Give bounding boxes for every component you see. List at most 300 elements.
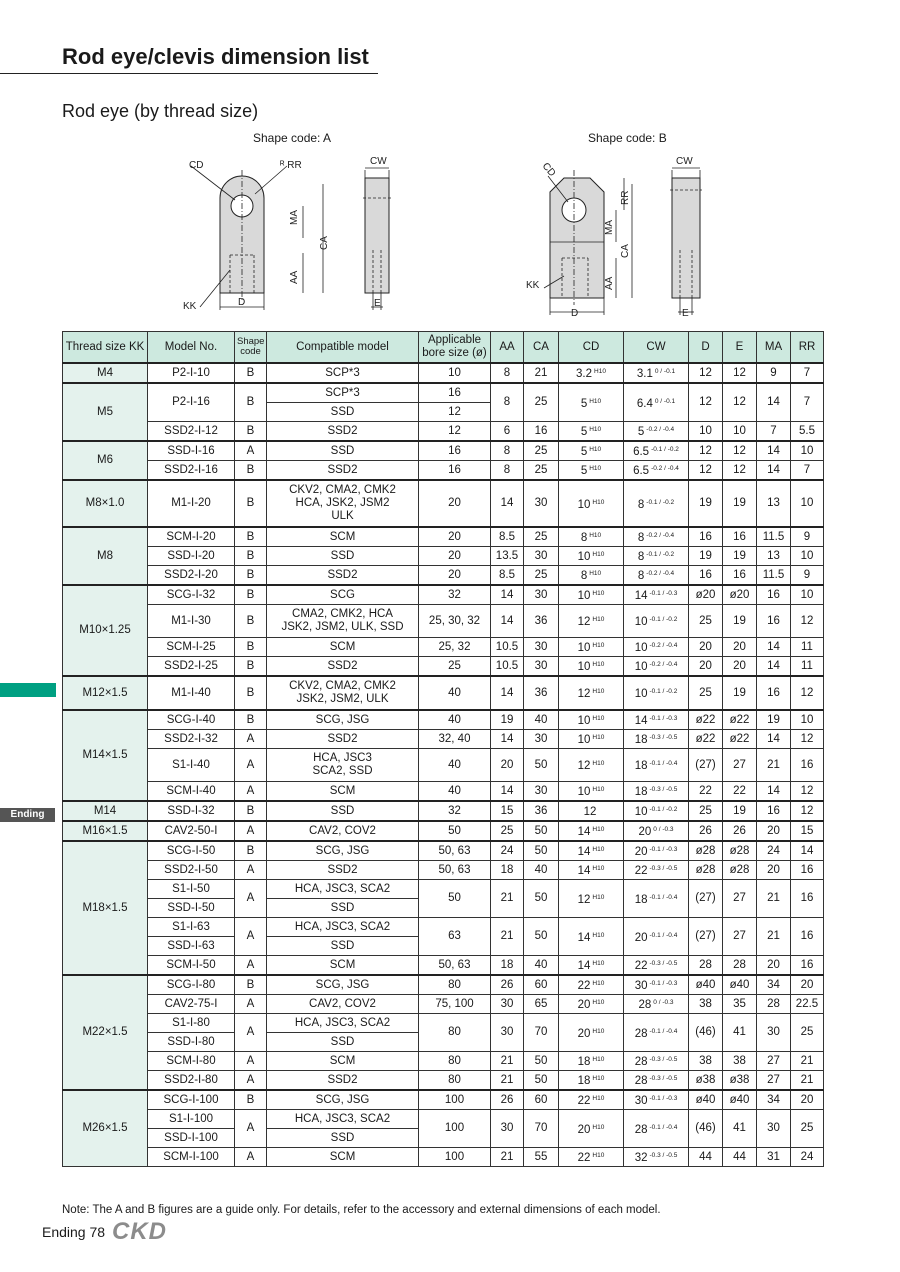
ma-cell: 20 [757, 821, 791, 841]
cw-cell [624, 918, 689, 956]
rr-cell: 16 [791, 956, 824, 976]
ma-cell: 16 [757, 605, 791, 638]
cd-cell [559, 383, 624, 422]
cd-cell-tolerance: H10 [589, 397, 602, 405]
cw-cell-value: 18 [634, 786, 648, 798]
cd-cell-tolerance: H10 [592, 498, 605, 506]
cd-cell-tolerance: H10 [594, 368, 606, 375]
table-row [63, 1014, 824, 1033]
shape-cell: B [235, 422, 267, 442]
cw-cell-value: 32 [634, 1152, 648, 1164]
compat-cell: SSD2 [267, 861, 419, 880]
cw-cell-value: 8 [637, 498, 645, 511]
aa-cell: 8 [491, 461, 524, 481]
shape-cell: B [235, 566, 267, 586]
cw-cell-tolerance: 0 / -0.1 [654, 368, 676, 375]
model-cell: P2-I-16 [148, 383, 235, 422]
aa-cell: 8 [491, 441, 524, 461]
cd-cell-tolerance: H10 [592, 826, 605, 833]
d-cell: 28 [689, 956, 723, 976]
d-cell: 26 [689, 821, 723, 841]
cw-cell-value: 5 [637, 426, 645, 438]
cw-cell [624, 363, 689, 383]
cw-cell-tolerance: -0.3 / -0.5 [649, 865, 678, 872]
d-cell: 12 [689, 383, 723, 422]
cd-cell-tolerance: H10 [589, 465, 602, 472]
aa-cell: 21 [491, 1071, 524, 1091]
cd-cell-value: 3.2 [576, 368, 593, 380]
compat-cell: SCM [267, 638, 419, 657]
table-row [63, 363, 824, 383]
cw-cell-tolerance: -0.1 / -0.2 [649, 806, 678, 813]
model-cell: CAV2-75-I [148, 995, 235, 1014]
aa-cell: 14 [491, 605, 524, 638]
header-ca: CA [524, 332, 559, 364]
aa-cell: 8 [491, 383, 524, 422]
fig-b-cd-label: CD [539, 160, 558, 180]
cw-cell-value: 20 [634, 931, 648, 944]
model-cell: SCM-I-100 [148, 1148, 235, 1167]
cd-cell-value: 14 [577, 931, 591, 944]
e-cell: ø22 [723, 730, 757, 749]
aa-cell: 21 [491, 918, 524, 956]
bore-cell: 50, 63 [419, 861, 491, 880]
aa-cell: 6 [491, 422, 524, 442]
shape-cell: B [235, 801, 267, 821]
rr-cell: 16 [791, 880, 824, 918]
ma-cell: 14 [757, 461, 791, 481]
bore-cell: 25 [419, 657, 491, 677]
shape-cell: B [235, 975, 267, 995]
compat-cell: SCG, JSG [267, 975, 419, 995]
compat-cell: SSD [267, 441, 419, 461]
cd-cell-tolerance: H10 [589, 570, 602, 577]
bore-cell: 50 [419, 821, 491, 841]
side-tab-marker [0, 683, 56, 697]
rr-cell: 15 [791, 821, 824, 841]
ca-cell: 36 [524, 801, 559, 821]
rr-cell: 10 [791, 547, 824, 566]
fig-a-rr-label: ᴿ RR [280, 160, 302, 171]
table-row [63, 821, 824, 841]
cw-cell-tolerance: -0.1 / -0.3 [649, 715, 678, 722]
cd-cell-value: 5 [580, 397, 588, 410]
cw-cell-value: 20 [638, 826, 652, 838]
ca-cell: 25 [524, 566, 559, 586]
d-cell: 22 [689, 782, 723, 802]
e-cell: 22 [723, 782, 757, 802]
cd-cell-tolerance: H10 [592, 661, 605, 668]
bore-cell: 32 [419, 801, 491, 821]
d-cell: ø28 [689, 841, 723, 861]
cd-cell-value: 22 [577, 1095, 591, 1107]
cd-cell-value: 14 [577, 846, 591, 858]
model-cell: M1-I-30 [148, 605, 235, 638]
e-cell: 19 [723, 605, 757, 638]
compat-cell: SSD2 [267, 566, 419, 586]
fig-b-rr-label: RR [620, 190, 631, 205]
ca-cell: 30 [524, 480, 559, 527]
ma-cell: 16 [757, 585, 791, 605]
model-cell: SCM-I-40 [148, 782, 235, 802]
model-cell: SCG-I-32 [148, 585, 235, 605]
e-cell: 41 [723, 1014, 757, 1052]
ma-cell: 30 [757, 1110, 791, 1148]
bore-cell: 12 [419, 422, 491, 442]
rr-cell: 9 [791, 527, 824, 547]
d-cell: (46) [689, 1014, 723, 1052]
e-cell: 38 [723, 1052, 757, 1071]
rr-cell: 10 [791, 710, 824, 730]
compat-cell: SCM [267, 782, 419, 802]
bore-cell: 80 [419, 1052, 491, 1071]
cw-cell [624, 676, 689, 710]
cw-cell-tolerance: -0.3 / -0.5 [649, 786, 678, 793]
ca-cell: 55 [524, 1148, 559, 1167]
bore-cell: 16 [419, 461, 491, 481]
thread-size-cell: M12×1.5 [63, 676, 148, 710]
ca-cell: 60 [524, 975, 559, 995]
aa-cell: 20 [491, 749, 524, 782]
model-cell: SSD-I-32 [148, 801, 235, 821]
bore-cell: 32 [419, 585, 491, 605]
table-body [63, 363, 824, 1167]
cw-cell-tolerance: -0.1 / -0.2 [646, 498, 675, 506]
compat-cell: SCP*3 [267, 383, 419, 403]
ca-cell: 30 [524, 638, 559, 657]
cd-cell [559, 730, 624, 749]
cw-cell-value: 8 [637, 570, 645, 582]
ca-cell: 40 [524, 956, 559, 976]
model-cell: SSD-I-80 [148, 1033, 235, 1052]
shape-cell: A [235, 861, 267, 880]
compat-cell: SSD2 [267, 422, 419, 442]
cw-cell-value: 28 [634, 1123, 648, 1136]
e-cell: 27 [723, 918, 757, 956]
cd-cell-value: 20 [577, 1123, 591, 1136]
table-row [63, 585, 824, 605]
cd-cell [559, 1090, 624, 1110]
compat-cell: SCG, JSG [267, 841, 419, 861]
ma-cell: 20 [757, 861, 791, 880]
e-cell: 35 [723, 995, 757, 1014]
bore-cell: 25, 30, 32 [419, 605, 491, 638]
fig-a-e-label: E [374, 298, 381, 309]
thread-size-cell: M18×1.5 [63, 841, 148, 975]
bore-cell: 20 [419, 547, 491, 566]
shape-cell: B [235, 638, 267, 657]
compat-cell: CAV2, COV2 [267, 821, 419, 841]
cw-cell-tolerance: -0.1 / -0.3 [649, 590, 678, 597]
compat-cell: HCA, JSC3, SCA2 [267, 880, 419, 899]
cd-cell-tolerance: H10 [592, 688, 605, 695]
cw-cell [624, 821, 689, 841]
aa-cell: 14 [491, 676, 524, 710]
table-row [63, 605, 824, 638]
thread-size-cell: M16×1.5 [63, 821, 148, 841]
bore-cell: 40 [419, 749, 491, 782]
table-row [63, 861, 824, 880]
cd-cell-value: 20 [577, 1027, 591, 1040]
cd-cell-tolerance: H10 [592, 893, 605, 901]
ca-cell: 50 [524, 749, 559, 782]
cw-cell-tolerance: 0 / -0.3 [653, 999, 674, 1006]
header-model: Model No. [148, 332, 235, 364]
cw-cell [624, 995, 689, 1014]
ma-cell: 13 [757, 480, 791, 527]
ma-cell: 24 [757, 841, 791, 861]
model-cell: SSD2-I-12 [148, 422, 235, 442]
e-cell: ø22 [723, 710, 757, 730]
cw-cell [624, 801, 689, 821]
page-number: Ending 78 [42, 1224, 106, 1240]
shape-cell: A [235, 995, 267, 1014]
cd-cell-tolerance: H10 [592, 590, 605, 597]
cd-cell-tolerance: H10 [592, 1056, 605, 1063]
cd-cell-tolerance: H10 [592, 786, 605, 793]
aa-cell: 14 [491, 730, 524, 749]
d-cell: 20 [689, 657, 723, 677]
d-cell: ø28 [689, 861, 723, 880]
d-cell: 20 [689, 638, 723, 657]
cd-cell-tolerance: H10 [592, 616, 605, 623]
cd-cell [559, 657, 624, 677]
ma-cell: 9 [757, 363, 791, 383]
aa-cell: 10.5 [491, 657, 524, 677]
e-cell: ø28 [723, 841, 757, 861]
compat-cell: SCG, JSG [267, 1090, 419, 1110]
cd-cell [559, 841, 624, 861]
shape-cell: A [235, 1052, 267, 1071]
compat-cell: SSD2 [267, 730, 419, 749]
cw-cell-tolerance: -0.1 / -0.2 [651, 446, 679, 453]
d-cell: ø22 [689, 710, 723, 730]
ma-cell: 13 [757, 547, 791, 566]
cw-cell [624, 527, 689, 547]
cd-cell-value: 5 [580, 426, 588, 438]
e-cell: ø20 [723, 585, 757, 605]
rr-cell: 7 [791, 461, 824, 481]
compat-cell: HCA, JSC3, SCA2 [267, 1110, 419, 1129]
cd-cell-value: 10 [577, 590, 591, 602]
d-cell: (27) [689, 749, 723, 782]
cd-cell-value: 14 [577, 865, 591, 877]
cd-cell-tolerance: H10 [592, 960, 605, 967]
table-row [63, 1148, 824, 1167]
shape-cell: A [235, 956, 267, 976]
cw-cell [624, 566, 689, 586]
cw-cell-value: 10 [634, 806, 648, 818]
ca-cell: 25 [524, 527, 559, 547]
table-row [63, 547, 824, 566]
shape-cell: B [235, 657, 267, 677]
ca-cell: 50 [524, 1052, 559, 1071]
fig-b-ma-label: MA [604, 220, 615, 235]
cd-cell [559, 1014, 624, 1052]
cw-cell [624, 383, 689, 422]
rr-cell: 7 [791, 363, 824, 383]
cd-cell-value: 8 [580, 570, 588, 582]
cd-cell-value: 22 [577, 1152, 591, 1164]
cw-cell-value: 10 [634, 616, 648, 628]
page-subtitle: Rod eye (by thread size) [62, 101, 259, 121]
table-row [63, 1110, 824, 1129]
model-cell: SCG-I-80 [148, 975, 235, 995]
cw-cell-tolerance: -0.1 / -0.4 [649, 893, 678, 901]
d-cell: 19 [689, 480, 723, 527]
aa-cell: 26 [491, 1090, 524, 1110]
thread-size-cell: M14×1.5 [63, 710, 148, 801]
cd-cell-tolerance: H10 [589, 446, 602, 453]
e-cell: 19 [723, 480, 757, 527]
ma-cell: 31 [757, 1148, 791, 1167]
cd-cell [559, 363, 624, 383]
model-cell: P2-I-10 [148, 363, 235, 383]
model-cell: SCM-I-25 [148, 638, 235, 657]
cd-cell [559, 441, 624, 461]
ca-cell: 25 [524, 441, 559, 461]
cd-cell-value: 8 [580, 532, 588, 544]
header-compat: Compatible model [267, 332, 419, 364]
cw-cell-tolerance: -0.3 / -0.5 [649, 1075, 678, 1082]
shape-cell: A [235, 782, 267, 802]
cw-cell-tolerance: -0.2 / -0.4 [646, 532, 675, 539]
aa-cell: 21 [491, 1148, 524, 1167]
rr-cell: 12 [791, 676, 824, 710]
ma-cell: 19 [757, 710, 791, 730]
d-cell: (27) [689, 918, 723, 956]
bore-cell: 40 [419, 710, 491, 730]
aa-cell: 25 [491, 821, 524, 841]
table-row [63, 638, 824, 657]
fig-b-cw-label: CW [676, 156, 693, 167]
rr-cell: 11 [791, 657, 824, 677]
model-cell: SSD-I-20 [148, 547, 235, 566]
shape-cell: A [235, 441, 267, 461]
ma-cell: 28 [757, 995, 791, 1014]
d-cell: 10 [689, 422, 723, 442]
model-cell: SSD-I-100 [148, 1129, 235, 1148]
footnote: Note: The A and B figures are a guide only. For details, refer to the accessory and external dimensions of each model. [62, 1204, 661, 1216]
cw-cell-tolerance: -0.1 / -0.2 [649, 616, 678, 623]
bore-cell: 20 [419, 480, 491, 527]
ma-cell: 21 [757, 918, 791, 956]
model-cell: M1-I-40 [148, 676, 235, 710]
rr-cell: 10 [791, 585, 824, 605]
bore-cell: 63 [419, 918, 491, 956]
rr-cell: 5.5 [791, 422, 824, 442]
cw-cell-tolerance: 0 / -0.3 [653, 826, 674, 833]
table-row [63, 1071, 824, 1091]
ca-cell: 50 [524, 841, 559, 861]
shape-cell: B [235, 1090, 267, 1110]
cw-cell [624, 1110, 689, 1148]
ma-cell: 14 [757, 657, 791, 677]
model-cell: SSD2-I-32 [148, 730, 235, 749]
ma-cell: 14 [757, 782, 791, 802]
d-cell: 25 [689, 605, 723, 638]
rr-cell: 12 [791, 730, 824, 749]
cw-cell-tolerance: -0.1 / -0.4 [649, 760, 678, 767]
aa-cell: 8.5 [491, 527, 524, 547]
bore-cell: 100 [419, 1110, 491, 1148]
model-cell: S1-I-50 [148, 880, 235, 899]
d-cell: 25 [689, 801, 723, 821]
model-cell: SSD2-I-16 [148, 461, 235, 481]
cd-cell-tolerance: H10 [592, 551, 605, 558]
cw-cell [624, 1090, 689, 1110]
ca-cell: 25 [524, 461, 559, 481]
cd-cell-tolerance: H10 [592, 760, 605, 767]
d-cell: (27) [689, 880, 723, 918]
cw-cell-value: 6.4 [636, 397, 653, 410]
shape-cell: B [235, 841, 267, 861]
cd-cell-value: 10 [577, 551, 591, 563]
d-cell: 38 [689, 995, 723, 1014]
header-kk: Thread size KK [63, 332, 148, 364]
cw-cell-value: 30 [634, 980, 648, 992]
cd-cell-value: 18 [577, 1056, 591, 1068]
cw-cell-tolerance: 0 / -0.1 [654, 397, 676, 405]
cw-cell-tolerance: -0.1 / -0.4 [649, 1027, 678, 1035]
compat-cell: SCM [267, 1148, 419, 1167]
cw-cell-value: 10 [634, 661, 648, 673]
cw-cell-value: 8 [637, 532, 645, 544]
cw-cell-value: 6.5 [633, 446, 650, 458]
ma-cell: 20 [757, 956, 791, 976]
cd-cell-tolerance: H10 [592, 715, 605, 722]
cw-cell-tolerance: -0.2 / -0.4 [651, 465, 679, 472]
cw-cell [624, 657, 689, 677]
compat-cell: SSD [267, 547, 419, 566]
bore-cell: 80 [419, 1014, 491, 1052]
cd-cell [559, 527, 624, 547]
cd-cell [559, 918, 624, 956]
cd-cell [559, 782, 624, 802]
cd-cell-value: 14 [577, 960, 591, 972]
thread-size-cell: M4 [63, 363, 148, 383]
d-cell: 12 [689, 461, 723, 481]
ca-cell: 25 [524, 383, 559, 422]
thread-size-cell: M6 [63, 441, 148, 480]
rr-cell: 12 [791, 782, 824, 802]
ca-cell: 16 [524, 422, 559, 442]
compat-cell: SSD [267, 937, 419, 956]
ca-cell: 30 [524, 730, 559, 749]
bore-cell: 16 [419, 441, 491, 461]
rr-cell: 25 [791, 1014, 824, 1052]
rr-cell: 16 [791, 861, 824, 880]
rr-cell: 14 [791, 841, 824, 861]
cd-cell-tolerance: H10 [589, 426, 602, 433]
model-cell: CAV2-50-I [148, 821, 235, 841]
e-cell: 20 [723, 638, 757, 657]
d-cell: ø38 [689, 1071, 723, 1091]
bore-cell: 50 [419, 880, 491, 918]
cw-cell-value: 28 [634, 1056, 648, 1068]
table-row [63, 918, 824, 937]
d-cell: ø22 [689, 730, 723, 749]
cd-cell [559, 547, 624, 566]
cd-cell-tolerance: H10 [592, 931, 605, 939]
table-row [63, 480, 824, 527]
thread-size-cell: M8 [63, 527, 148, 585]
table-row [63, 1052, 824, 1071]
rr-cell: 10 [791, 441, 824, 461]
cd-cell-value: 12 [577, 616, 591, 628]
model-cell: SCM-I-50 [148, 956, 235, 976]
header-rr: RR [791, 332, 824, 364]
